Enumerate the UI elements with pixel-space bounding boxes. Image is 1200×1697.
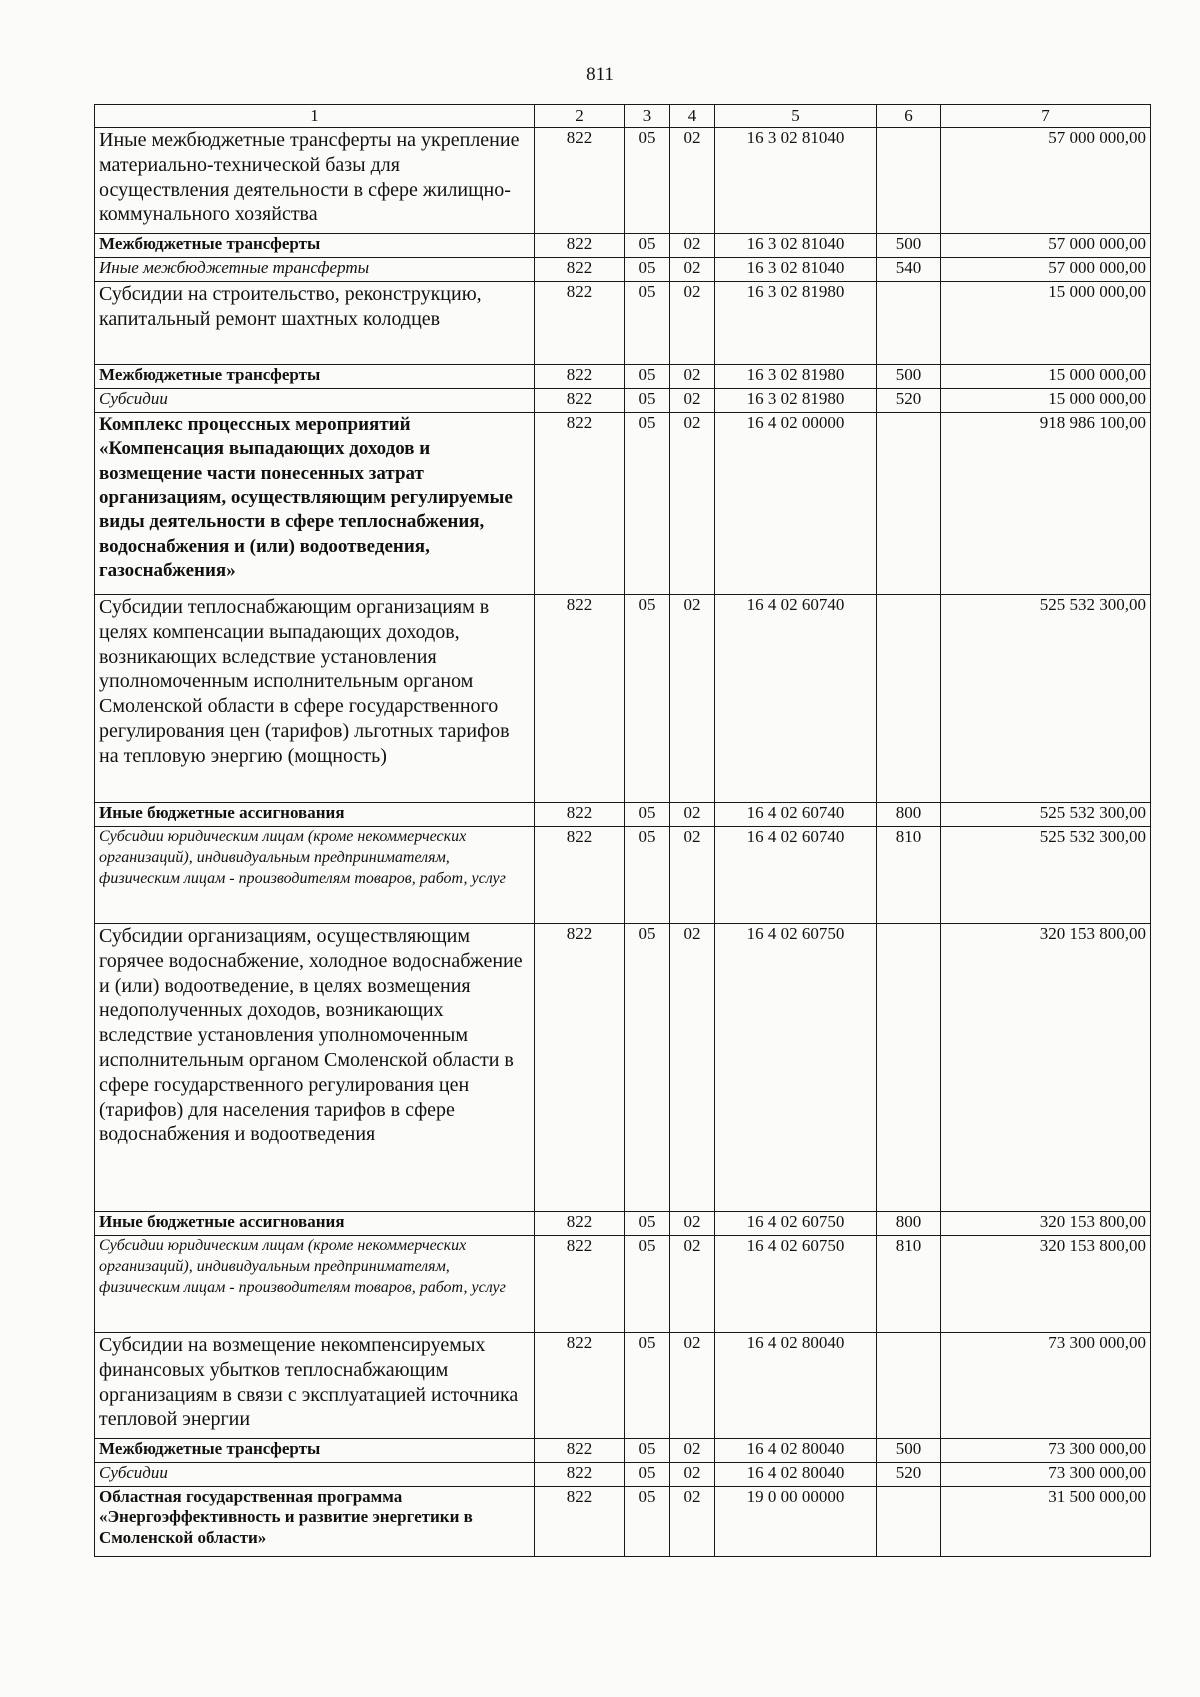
row-name: Иные бюджетные ассигнования — [95, 1212, 535, 1236]
row-ministry-code: 822 — [535, 258, 625, 282]
row-ministry-code: 822 — [535, 282, 625, 365]
row-name: Субсидии на возмещение некомпенсируемых финансовых убытков теплоснабжающим организациям в связи с эксплуатацией источника тепловой энергии — [95, 1333, 535, 1439]
row-section-code: 05 — [625, 1236, 670, 1333]
row-expense-type: 500 — [877, 234, 941, 258]
table-row — [95, 1212, 1151, 1236]
row-amount: 320 153 800,00 — [941, 1236, 1151, 1333]
row-name: Комплекс процессных мероприятий «Компенсация выпадающих доходов и возмещение части понесенных затрат организациям, осуществляющим регулируемые виды деятельности в сфере теплоснабжения, водоснабжения и (или) водоотведения, газоснабжения» — [95, 413, 535, 595]
row-subsection-code: 02 — [670, 413, 715, 595]
row-expense-type: 810 — [877, 1236, 941, 1333]
row-name: Субсидии на строительство, реконструкцию, капитальный ремонт шахтных колодцев — [95, 282, 535, 365]
row-target-code: 16 3 02 81980 — [715, 365, 877, 389]
row-expense-type — [877, 1333, 941, 1439]
column-header: 3 — [625, 105, 670, 128]
row-target-code: 16 3 02 81980 — [715, 282, 877, 365]
row-ministry-code: 822 — [535, 1487, 625, 1557]
row-subsection-code: 02 — [670, 389, 715, 413]
row-amount: 57 000 000,00 — [941, 258, 1151, 282]
row-name: Субсидии теплоснабжающим организациям в целях компенсации выпадающих доходов, возникающих вследствие установления уполномоченным исполнительным органом Смоленской области в сфере государственного регулирования цен (тарифов) льготных тарифов на тепловую энергию (мощность) — [95, 595, 535, 803]
row-expense-type — [877, 282, 941, 365]
row-target-code: 16 4 02 60740 — [715, 595, 877, 803]
row-expense-type: 810 — [877, 827, 941, 924]
row-target-code: 16 3 02 81040 — [715, 258, 877, 282]
budget-table — [94, 104, 1151, 1557]
row-section-code: 05 — [625, 282, 670, 365]
row-section-code: 05 — [625, 413, 670, 595]
row-expense-type: 520 — [877, 389, 941, 413]
table-row — [95, 1333, 1151, 1439]
row-expense-type — [877, 595, 941, 803]
table-row — [95, 924, 1151, 1212]
table-row — [95, 595, 1151, 803]
row-subsection-code: 02 — [670, 924, 715, 1212]
row-name: Межбюджетные трансферты — [95, 1439, 535, 1463]
table-row — [95, 803, 1151, 827]
row-expense-type — [877, 128, 941, 234]
row-section-code: 05 — [625, 1333, 670, 1439]
row-section-code: 05 — [625, 1439, 670, 1463]
row-ministry-code: 822 — [535, 365, 625, 389]
row-ministry-code: 822 — [535, 128, 625, 234]
row-amount: 73 300 000,00 — [941, 1463, 1151, 1487]
row-name: Субсидии — [95, 389, 535, 413]
row-ministry-code: 822 — [535, 595, 625, 803]
row-ministry-code: 822 — [535, 389, 625, 413]
row-name: Иные бюджетные ассигнования — [95, 803, 535, 827]
row-target-code: 16 4 02 60750 — [715, 924, 877, 1212]
row-subsection-code: 02 — [670, 365, 715, 389]
row-section-code: 05 — [625, 595, 670, 803]
row-expense-type: 500 — [877, 1439, 941, 1463]
page-number: 811 — [586, 64, 614, 85]
row-amount: 15 000 000,00 — [941, 389, 1151, 413]
row-expense-type: 500 — [877, 365, 941, 389]
row-target-code: 16 3 02 81040 — [715, 128, 877, 234]
table-row — [95, 128, 1151, 234]
row-subsection-code: 02 — [670, 258, 715, 282]
table-row — [95, 258, 1151, 282]
column-header: 6 — [877, 105, 941, 128]
row-expense-type: 520 — [877, 1463, 941, 1487]
row-amount: 320 153 800,00 — [941, 924, 1151, 1212]
row-section-code: 05 — [625, 234, 670, 258]
row-amount: 525 532 300,00 — [941, 827, 1151, 924]
table-row — [95, 413, 1151, 595]
table-row — [95, 827, 1151, 924]
row-expense-type — [877, 924, 941, 1212]
row-amount: 525 532 300,00 — [941, 595, 1151, 803]
row-subsection-code: 02 — [670, 1439, 715, 1463]
row-ministry-code: 822 — [535, 1212, 625, 1236]
row-amount: 31 500 000,00 — [941, 1487, 1151, 1557]
row-name: Межбюджетные трансферты — [95, 234, 535, 258]
row-amount: 57 000 000,00 — [941, 234, 1151, 258]
row-target-code: 16 4 02 80040 — [715, 1439, 877, 1463]
row-section-code: 05 — [625, 365, 670, 389]
column-header: 2 — [535, 105, 625, 128]
row-subsection-code: 02 — [670, 1236, 715, 1333]
row-amount: 57 000 000,00 — [941, 128, 1151, 234]
row-section-code: 05 — [625, 1463, 670, 1487]
row-name: Иные межбюджетные трансферты — [95, 258, 535, 282]
row-target-code: 16 3 02 81980 — [715, 389, 877, 413]
row-amount: 73 300 000,00 — [941, 1439, 1151, 1463]
row-target-code: 16 4 02 00000 — [715, 413, 877, 595]
row-target-code: 16 4 02 60740 — [715, 827, 877, 924]
row-ministry-code: 822 — [535, 234, 625, 258]
row-target-code: 16 4 02 80040 — [715, 1463, 877, 1487]
row-section-code: 05 — [625, 803, 670, 827]
row-name: Субсидии юридическим лицам (кроме некоммерческих организаций), индивидуальным предпринимателям, физическим лицам - производителям товаров, работ, услуг — [95, 1236, 535, 1333]
row-amount: 15 000 000,00 — [941, 282, 1151, 365]
row-name: Иные межбюджетные трансферты на укрепление материально-технической базы для осуществления деятельности в сфере жилищно-коммунального хозяйства — [95, 128, 535, 234]
table-row — [95, 365, 1151, 389]
row-expense-type: 540 — [877, 258, 941, 282]
table-row — [95, 389, 1151, 413]
row-amount: 918 986 100,00 — [941, 413, 1151, 595]
row-ministry-code: 822 — [535, 1236, 625, 1333]
row-amount: 525 532 300,00 — [941, 803, 1151, 827]
row-ministry-code: 822 — [535, 827, 625, 924]
row-section-code: 05 — [625, 1487, 670, 1557]
row-amount: 320 153 800,00 — [941, 1212, 1151, 1236]
row-subsection-code: 02 — [670, 1333, 715, 1439]
row-ministry-code: 822 — [535, 1439, 625, 1463]
row-expense-type — [877, 1487, 941, 1557]
row-subsection-code: 02 — [670, 595, 715, 803]
row-target-code: 16 4 02 60750 — [715, 1236, 877, 1333]
table-row — [95, 1236, 1151, 1333]
row-section-code: 05 — [625, 128, 670, 234]
row-target-code: 16 3 02 81040 — [715, 234, 877, 258]
row-subsection-code: 02 — [670, 234, 715, 258]
row-target-code: 16 4 02 60750 — [715, 1212, 877, 1236]
row-section-code: 05 — [625, 258, 670, 282]
table-header-row — [95, 105, 1151, 128]
row-section-code: 05 — [625, 924, 670, 1212]
row-subsection-code: 02 — [670, 1463, 715, 1487]
table-row — [95, 1487, 1151, 1557]
column-header: 4 — [670, 105, 715, 128]
row-ministry-code: 822 — [535, 924, 625, 1212]
row-subsection-code: 02 — [670, 128, 715, 234]
row-subsection-code: 02 — [670, 282, 715, 365]
column-header: 5 — [715, 105, 877, 128]
row-ministry-code: 822 — [535, 803, 625, 827]
row-name: Областная государственная программа «Энергоэффективность и развитие энергетики в Смоленской области» — [95, 1487, 535, 1557]
table-row — [95, 1439, 1151, 1463]
table-row — [95, 282, 1151, 365]
column-header: 1 — [95, 105, 535, 128]
row-target-code: 19 0 00 00000 — [715, 1487, 877, 1557]
row-target-code: 16 4 02 80040 — [715, 1333, 877, 1439]
row-name: Межбюджетные трансферты — [95, 365, 535, 389]
row-ministry-code: 822 — [535, 1333, 625, 1439]
row-subsection-code: 02 — [670, 1487, 715, 1557]
table-row — [95, 1463, 1151, 1487]
row-ministry-code: 822 — [535, 1463, 625, 1487]
column-header: 7 — [941, 105, 1151, 128]
row-target-code: 16 4 02 60740 — [715, 803, 877, 827]
row-expense-type: 800 — [877, 803, 941, 827]
table-row — [95, 234, 1151, 258]
row-section-code: 05 — [625, 389, 670, 413]
row-expense-type — [877, 413, 941, 595]
row-subsection-code: 02 — [670, 803, 715, 827]
row-section-code: 05 — [625, 1212, 670, 1236]
row-amount: 73 300 000,00 — [941, 1333, 1151, 1439]
row-expense-type: 800 — [877, 1212, 941, 1236]
row-section-code: 05 — [625, 827, 670, 924]
row-name: Субсидии юридическим лицам (кроме некоммерческих организаций), индивидуальным предпринимателям, физическим лицам - производителям товаров, работ, услуг — [95, 827, 535, 924]
row-amount: 15 000 000,00 — [941, 365, 1151, 389]
row-ministry-code: 822 — [535, 413, 625, 595]
row-subsection-code: 02 — [670, 1212, 715, 1236]
row-name: Субсидии — [95, 1463, 535, 1487]
row-subsection-code: 02 — [670, 827, 715, 924]
row-name: Субсидии организациям, осуществляющим горячее водоснабжение, холодное водоснабжение и (или) водоотведение, в целях возмещения недополученных доходов, возникающих вследствие установления уполномоченным исполнительным органом Смоленской области в сфере государственного регулирования цен (тарифов) для населения тарифов в сфере водоснабжения и водоотведения — [95, 924, 535, 1212]
